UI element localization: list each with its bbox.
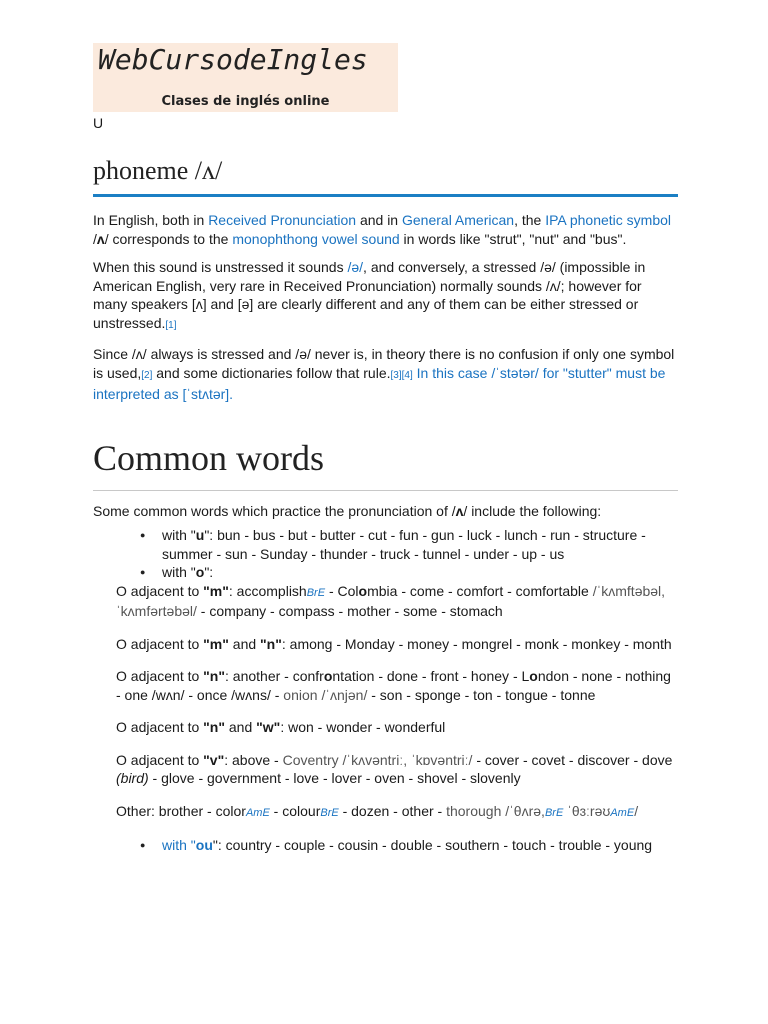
- bold-o: o: [358, 582, 368, 599]
- text: - dozen - other -: [338, 802, 447, 819]
- list-item-ou: [162, 836, 678, 855]
- text: and: [225, 719, 257, 735]
- letter: o: [195, 564, 205, 580]
- key-letter: "v": [203, 751, 225, 768]
- text: - company - compass - mother - some - stomach: [196, 603, 503, 619]
- bre-label: BrE: [544, 806, 564, 819]
- text: O adjacent to: [116, 668, 204, 684]
- text: and in: [356, 212, 402, 228]
- link-ipa-phonetic-symbol[interactable]: IPA phonetic symbol: [545, 212, 672, 228]
- text: - cover - covet - discover - dove: [472, 751, 673, 768]
- ipa-transcription: /ˈkʌmftəbəl, ˈkʌmfərtəbəl/: [116, 582, 666, 619]
- list-item-o: [162, 563, 678, 582]
- intro-paragraph-3: [93, 345, 678, 404]
- reference-1[interactable]: [1]: [165, 319, 177, 331]
- stutter-example: In this case /ˈstətər/ for "stutter" must be interpreted as [ˈstʌtər].: [93, 364, 666, 402]
- list-item-u: [162, 526, 678, 563]
- text: and: [228, 635, 261, 652]
- link-received-pronunciation[interactable]: Received Pronunciation: [208, 212, 357, 228]
- text: / corresponds to the: [104, 230, 233, 247]
- text: /: [93, 230, 97, 247]
- key-letter: "n": [203, 719, 225, 735]
- site-logo[interactable]: [93, 43, 398, 112]
- logo-title: WebCursodeIngles: [98, 43, 368, 76]
- bold-o: o: [323, 668, 333, 684]
- key-letter: "m": [203, 582, 229, 599]
- section-heading-common-words: Common words: [93, 437, 325, 478]
- text: Since /ʌ/ always is stressed and /ə/ never is, in theory there is no confusion if only one symbol is used,: [93, 346, 675, 381]
- text: /: [634, 802, 639, 819]
- text: O adjacent to: [116, 751, 204, 768]
- reference-3-4[interactable]: [3][4]: [390, 369, 413, 381]
- coventry-transcription: Coventry /ˈkʌvəntriː, ˈkɒvəntriː/: [282, 751, 473, 768]
- key-letter: "n": [260, 635, 282, 652]
- text: and some dictionaries follow that rule.: [152, 364, 391, 381]
- text: Some common words which practice the pronunciation of /: [93, 502, 456, 519]
- text: : another - confr: [225, 668, 324, 684]
- text: In English, both in: [93, 212, 209, 228]
- link-schwa[interactable]: /ə/: [347, 259, 364, 275]
- intro-paragraph-1: [93, 211, 678, 248]
- letter: u: [195, 527, 205, 543]
- text: O adjacent to: [116, 719, 204, 735]
- page-title: phoneme /ʌ/: [93, 156, 223, 185]
- text: , the: [514, 212, 546, 228]
- text: ": bun - bus - but - butter - cut - fun - gun - luck - lunch - run - structure - summer - sun - Sunday - thunder - truck - tunnel - under - up - us: [162, 527, 646, 562]
- title-divider: [93, 194, 678, 197]
- o-adjacent-n: [93, 667, 678, 704]
- page: [93, 43, 678, 855]
- ame-label: AmE: [610, 806, 635, 819]
- word-list: [93, 526, 678, 582]
- bre-label: BrE: [320, 806, 339, 819]
- bold-o: o: [529, 668, 538, 684]
- text: : above -: [224, 751, 283, 768]
- onion-transcription: onion /ˈʌnjən/: [283, 686, 368, 703]
- text: - colour: [269, 802, 321, 819]
- text: - glove - government - love - lover - oven - shovel - slovenly: [148, 770, 521, 786]
- o-adjacent-n-w: [93, 718, 678, 737]
- letter: ou: [195, 837, 213, 853]
- text: Other: brother - color: [116, 802, 246, 819]
- text: When this sound is unstressed it sounds: [93, 259, 348, 275]
- text: O adjacent to: [116, 582, 204, 599]
- phoneme-symbol: ʌ: [96, 230, 105, 247]
- text: , and conversely, a stressed /ə/ (impossible in American English, very rare in Received Pronunciation) normally sounds /ʌ/; however for many speakers [ʌ] and [ə] are clearly different and any of them can be either stressed or unstressed.: [93, 259, 646, 331]
- bird-note: (bird): [116, 770, 149, 786]
- word-list-ou: [93, 836, 678, 855]
- phoneme-symbol: ʌ: [455, 502, 464, 519]
- bre-label: BrE: [306, 586, 326, 599]
- text: mbia - come - comfort - comfortable: [367, 582, 593, 599]
- thorough-transcription-ame: ˈθɜːrəʊ: [563, 802, 611, 819]
- text: with ": [162, 527, 196, 543]
- text: with ": [162, 837, 196, 853]
- other-words: [93, 802, 678, 823]
- key-letter: "m": [203, 635, 229, 652]
- text: ntation - done - front - honey - L: [332, 668, 530, 684]
- o-adjacent-v: [93, 751, 678, 788]
- o-adjacent-m-n: [93, 635, 678, 654]
- reference-2[interactable]: [2]: [141, 369, 153, 381]
- ame-label: AmE: [245, 806, 270, 819]
- section-divider: [93, 490, 678, 491]
- o-adjacent-m: [93, 582, 678, 621]
- key-letter: "w": [256, 719, 281, 735]
- link-monophthong[interactable]: monophthong vowel sound: [232, 230, 400, 247]
- text: in words like "strut", "nut" and "bus".: [399, 230, 627, 247]
- logo-subtitle: Clases de inglés online: [161, 94, 330, 109]
- text: : won - wonder - wonderful: [280, 719, 446, 735]
- text: with ": [162, 564, 196, 580]
- text: ndon - none - nothing - one /wʌn/ - once /wʌns/ -: [116, 668, 671, 703]
- text: / include the following:: [463, 502, 602, 519]
- text: - Col: [325, 582, 359, 599]
- key-letter: "n": [203, 668, 225, 684]
- text: ": country - couple - cousin - double - southern - touch - trouble - young: [212, 837, 653, 853]
- common-intro: [93, 502, 678, 521]
- text: - son - sponge - ton - tongue - tonne: [367, 686, 596, 703]
- link-general-american[interactable]: General American: [402, 212, 515, 228]
- text: O adjacent to: [116, 635, 204, 652]
- intro-paragraph-2: [93, 258, 678, 335]
- text: : among - Monday - money - mongrel - monk - monkey - month: [281, 635, 672, 652]
- thorough-transcription: thorough /ˈθʌrə,: [446, 802, 545, 819]
- stray-character: U: [93, 115, 104, 131]
- text: : accomplish: [228, 582, 307, 599]
- text: ":: [204, 564, 214, 580]
